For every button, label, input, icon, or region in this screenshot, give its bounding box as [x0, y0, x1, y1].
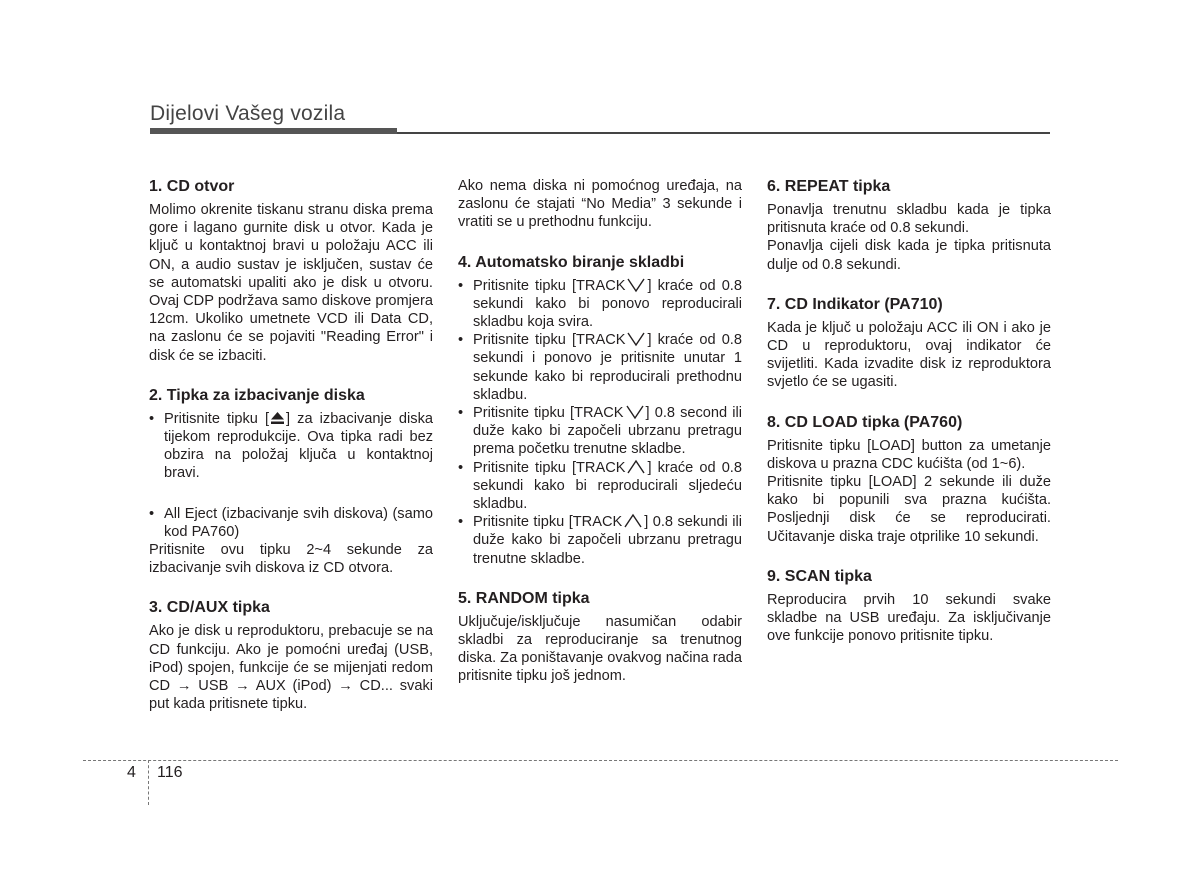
- list-item: • All Eject (izbacivanje svih diskova) (samo kod PA760): [149, 505, 433, 541]
- section-scan: [767, 567, 1051, 646]
- section-auto-track: [458, 253, 742, 568]
- section-body: Kada je ključ u položaju ACC ili ON i ako je CD u reproduktoru, ovaj indikator će svijetliti. Kada izvadite disk iz reproduktora svjetlo će se ugasiti.: [767, 319, 1051, 391]
- bullet-list: [458, 277, 742, 568]
- section-body: Uključuje/isključuje nasumičan odabir skladbi za reproduciranje sa trenutnog diska. Za poništavanje ovakvog načina rada pritisnite tipku još jednom.: [458, 613, 742, 685]
- section-body: Pritisnite ovu tipku 2~4 sekunde za izbacivanje svih diskova iz CD otvora.: [149, 542, 433, 577]
- section-heading: 1. CD otvor: [149, 178, 235, 195]
- footer-rule: [83, 760, 1118, 761]
- section-cd-slot: [149, 177, 433, 365]
- section-body: Pritisnite tipku [LOAD] button za umetanje diskova u prazna CDC kućišta (od 1~6).: [767, 437, 1051, 472]
- list-item: • Pritisnite tipku [TRACK ] kraće od 0.8 sekundi kako bi ponovo reproducirali skladbu koja svira.: [458, 277, 742, 332]
- page-number: 116: [157, 764, 183, 781]
- list-item: • Pritisnite tipku [TRACK ] 0.8 sekundi ili duže kako bi započeli ubrzanu pretragu trenutne skladbe.: [458, 513, 742, 568]
- track-down-icon: [626, 331, 646, 347]
- track-up-icon: [626, 459, 646, 475]
- section-cd-indicator: [767, 295, 1051, 392]
- list-item: • Pritisnite tipku [ ] za izbacivanje diska tijekom reprodukcije. Ova tipka radi bez obzira na položaj ključa u kontaktnoj bravi.: [149, 410, 433, 483]
- section-cd-aux: [149, 598, 433, 713]
- section-body: Molimo okrenite tiskanu stranu diska prema gore i lagano gurnite disk u otvor. Kada je ključ u kontaktnoj bravi u položaju ACC ili ON, a audio sustav je isključen, sustav će se automatski upaliti ako je disk u otvoru. Ovaj CDP podržava samo diskove promjera 12cm. Ukoliko umetnete VCD ili Data CD, na zaslonu će se pojaviti "Reading Error" i disk će se izbaciti.: [149, 202, 433, 364]
- section-heading: 3. CD/AUX tipka: [149, 599, 270, 617]
- column-1: [149, 177, 433, 734]
- section-body: Pritisnite tipku [LOAD] 2 sekunde ili duže kako bi popunili sva prazna kućišta. Posljednji disk će se reproducirati. Učitavanje diska traje otprilike 10 sekundi.: [767, 474, 1051, 545]
- section-heading: 8. CD LOAD tipka (PA760): [767, 413, 963, 431]
- section-heading: 9. SCAN tipka: [767, 567, 872, 585]
- track-up-icon: [623, 513, 643, 529]
- section-heading: 4. Automatsko biranje skladbi: [458, 253, 685, 271]
- section-body: Ponavlja trenutnu skladbu kada je tipka pritisnuta kraće od 0.8 sekundi.: [767, 202, 1051, 237]
- section-heading: 7. CD Indikator (PA710): [767, 295, 943, 313]
- section-body: Ako je disk u reproduktoru, prebacuje se na CD funkciju. Ako je pomoćni uređaj (USB, iPod) spojen, funkcije će se mijenjati redom CD → USB → AUX (iPod) → CD... svaki put kada pritisnete tipku.: [149, 623, 433, 713]
- page-title: Dijelovi Vašeg vozila: [150, 102, 346, 125]
- section-body: Ponavlja cijeli disk kada je tipka pritisnuta dulje od 0.8 sekundi.: [767, 238, 1051, 273]
- section-cd-load: [767, 413, 1051, 546]
- chapter-number: 4: [127, 764, 136, 781]
- footer-divider: [148, 760, 149, 805]
- list-item: • Pritisnite tipku [TRACK ] kraće od 0.8 sekundi kako bi reproducirali sljedeću skladbu.: [458, 459, 742, 514]
- track-down-icon: [626, 277, 646, 293]
- section-heading: 5. RANDOM tipka: [458, 589, 590, 607]
- bullet-list: [149, 410, 433, 541]
- intro-text: Ako nema diska ni pomoćnog uređaja, na zaslonu će stajati “No Media” 3 sekunde i vratiti se u prethodnu funkciju.: [458, 178, 742, 231]
- list-item: • Pritisnite tipku [TRACK ] 0.8 second ili duže kako bi započeli ubrzanu pretragu prema početku trenutne skladbe.: [458, 404, 742, 459]
- eject-icon: [271, 412, 284, 424]
- column-2: [458, 177, 742, 707]
- track-down-icon: [625, 404, 645, 420]
- section-heading: 6. REPEAT tipka: [767, 178, 891, 195]
- section-random: [458, 589, 742, 686]
- section-no-media: [458, 177, 742, 232]
- section-repeat: [767, 177, 1051, 274]
- title-accent-bar: [150, 128, 397, 134]
- column-3: [767, 177, 1051, 666]
- section-heading: 2. Tipka za izbacivanje diska: [149, 386, 365, 404]
- list-item: • Pritisnite tipku [TRACK ] kraće od 0.8 sekundi i ponovo je pritisnite unutar 1 sekunde kako bi reproducirali prethodnu skladbu.: [458, 331, 742, 404]
- section-body: Reproducira prvih 10 sekundi svake skladbe na USB uređaju. Za isključivanje ove funkcije ponovo pritisnite tipku.: [767, 591, 1051, 645]
- section-eject-button: [149, 386, 433, 578]
